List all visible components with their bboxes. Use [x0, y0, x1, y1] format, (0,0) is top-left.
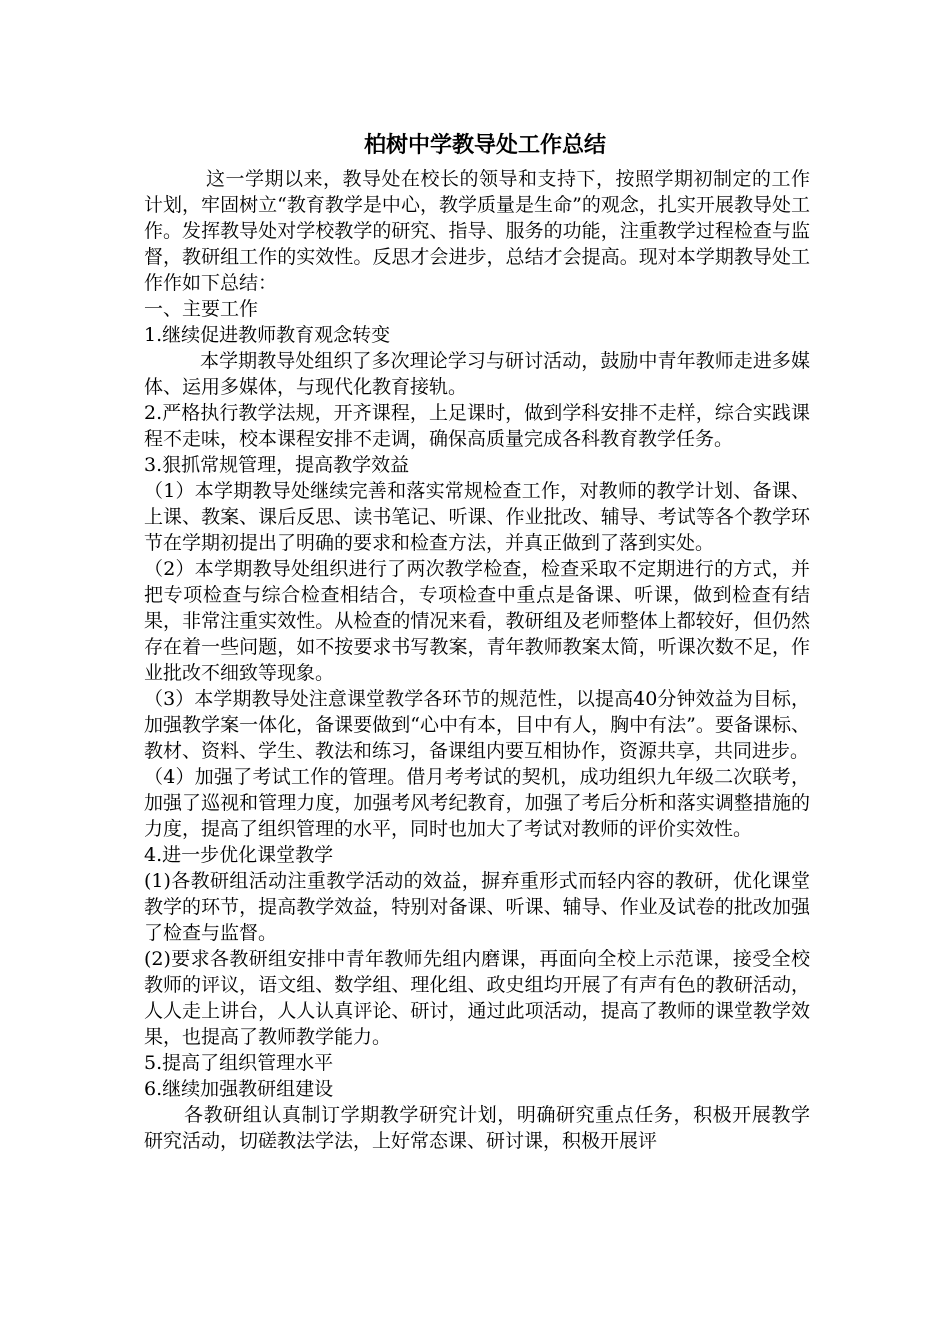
paragraph-research-group-activities: (1)各教研组活动注重教学活动的效益，摒弃重形式而轻内容的教研，优化课堂教学的环节，提高教学效益，特别对备课、听课、辅导、作业及试卷的批改加强了检查与监督。 [144, 870, 810, 944]
intro-paragraph: 这一学期以来，教导处在校长的领导和支持下，按照学期初制定的工作计划，牢固树立“教育教学是中心，教学质量是生命”的观念，扎实开展教导处工作。发挥教导处对学校教学的研究、指导、服务的功能，注重教学过程检查与监督，教研组工作的实效性。反思才会进步，总结才会提高。现对本学期教导处工作作如下总结： [144, 168, 810, 294]
paragraph-teaching-regulations: 2.严格执行教学法规，开齐课程，上足课时，做到学科安排不走样，综合实践课程不走味，校本课程安排不走调，确保高质量完成各科教育教学任务。 [144, 402, 810, 450]
paragraph-research-group-building: 各教研组认真制订学期教学研究计划，明确研究重点任务，积极开展教学研究活动，切磋教法学法，上好常态课、研讨课，积极开展评 [144, 1104, 810, 1152]
subheading-research-group-building: 6.继续加强教研组建设 [144, 1078, 334, 1100]
paragraph-demonstration-lessons: (2)要求各教研组安排中青年教师先组内磨课，再面向全校上示范课，接受全校教师的评议，语文组、数学组、理化组、政史组均开展了有声有色的教研活动，人人走上讲台，人人认真评论、研讨，通过此项活动，提高了教师的课堂教学效果，也提高了教师教学能力。 [144, 948, 810, 1048]
document-title: 柏树中学教导处工作总结 [363, 133, 606, 158]
paragraph-classroom-standards: （3）本学期教导处注意课堂教学各环节的规范性，以提高40分钟效益为目标，加强教学案一体化，备课要做到“心中有本，目中有人，胸中有法”。要备课标、教材、资料、学生、教法和练习，备课组内要互相协作，资源共享，共同进步。 [144, 688, 810, 762]
paragraph-exam-management: （4）加强了考试工作的管理。借月考考试的契机，成功组织九年级二次联考，加强了巡视和管理力度，加强考风考纪教育，加强了考后分析和落实调整措施的力度，提高了组织管理的水平，同时也加大了考试对教师的评价实效性。 [144, 766, 810, 840]
paragraph-teaching-inspection: （2）本学期教导处组织进行了两次教学检查，检查采取不定期进行的方式，并把专项检查与综合检查相结合，专项检查中重点是备课、听课，做到检查有结果，非常注重实效性。从检查的情况来看，教研组及老师整体上都较好，但仍然存在着一些问题，如不按要求书写教案，青年教师教案太简，听课次数不足，作业批改不细致等现象。 [144, 558, 810, 684]
section-heading-main-work: 一、主要工作 [144, 298, 259, 320]
paragraph-routine-check: （1）本学期教导处继续完善和落实常规检查工作，对教师的教学计划、备课、上课、教案、课后反思、读书笔记、听课、作业批改、辅导、考试等各个教学环节在学期初提出了明确的要求和检查方法，并真正做到了落到实处。 [144, 480, 810, 554]
subheading-organization-management: 5.提高了组织管理水平 [144, 1052, 334, 1074]
subheading-routine-management: 3.狠抓常规管理，提高教学效益 [144, 454, 410, 476]
subheading-teaching-concept: 1.继续促进教师教育观念转变 [144, 324, 391, 346]
subheading-optimize-teaching: 4.进一步优化课堂教学 [144, 844, 334, 866]
document-page [144, 132, 810, 1154]
paragraph-teaching-concept: 本学期教导处组织了多次理论学习与研讨活动，鼓励中青年教师走进多媒体、运用多媒体，与现代化教育接轨。 [144, 350, 810, 398]
